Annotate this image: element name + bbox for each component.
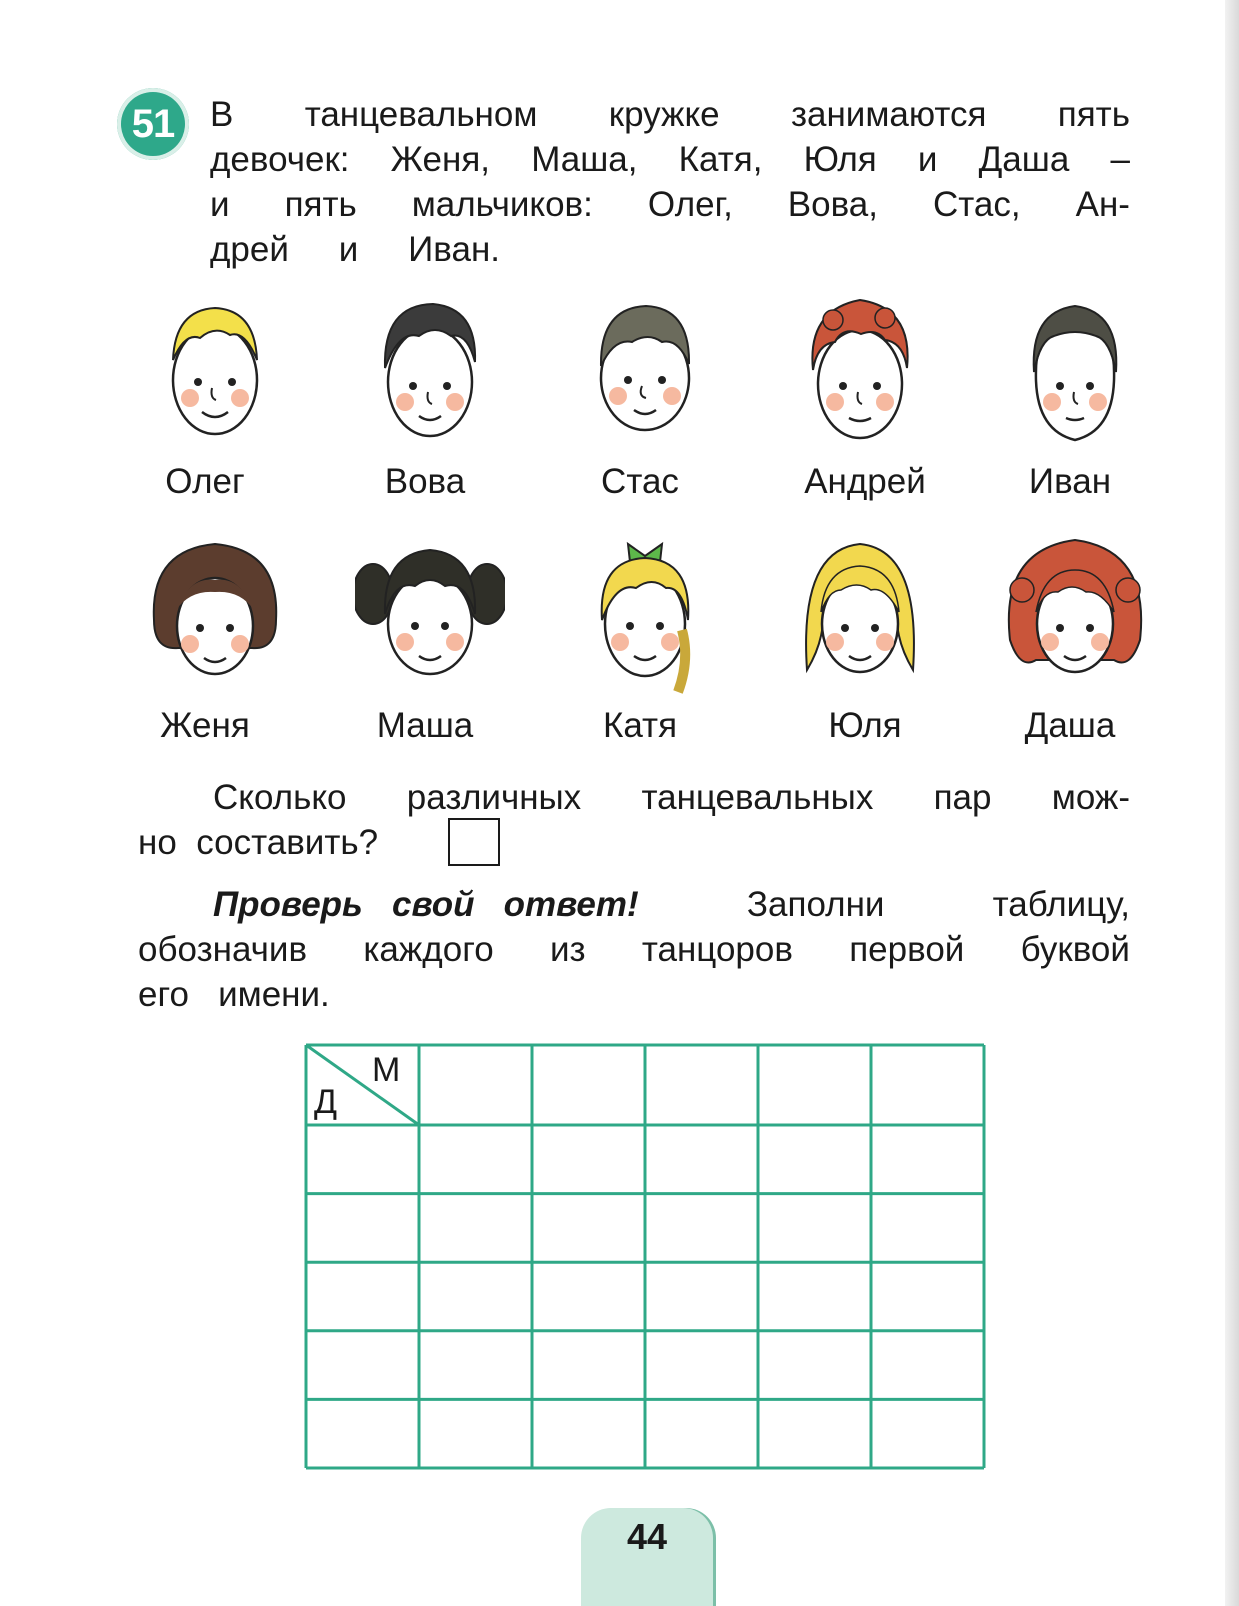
check-line-2: [138, 927, 1130, 973]
word: обозначив: [138, 930, 308, 969]
boy-portrait-icon: [1000, 290, 1150, 460]
boy-face-andrei: [785, 290, 935, 460]
girl-name: Даша: [1024, 706, 1116, 745]
word: пар: [933, 778, 992, 817]
question-line-2: [138, 820, 378, 866]
boys-faces-row: [140, 290, 1150, 460]
girl-portrait-icon: [1000, 530, 1150, 700]
girl-face-masha: [355, 530, 505, 700]
girl-face-yulya: [785, 530, 935, 700]
intro-line-1: [210, 92, 1130, 138]
word: танцевальных: [641, 778, 874, 817]
girls-faces-row: [140, 530, 1150, 700]
word: различных: [406, 778, 582, 817]
word: занимаются: [790, 95, 987, 134]
pairs-table-grid: [304, 1043, 986, 1470]
pairs-table: [304, 1043, 986, 1470]
boy-name: Стас: [601, 462, 679, 501]
task-number-badge: [117, 88, 189, 160]
boy-face-ivan: [1000, 290, 1150, 460]
boy-face-oleg: [140, 290, 290, 460]
word: Стас,: [933, 185, 1021, 224]
word: Ан-: [1075, 185, 1130, 224]
girl-name: Юля: [828, 706, 902, 745]
boy-name: Олег: [165, 462, 245, 501]
word: мож-: [1051, 778, 1130, 817]
page-edge: [1225, 0, 1239, 1606]
girl-portrait-icon: [570, 530, 720, 700]
boy-name: Вова: [384, 462, 466, 501]
check-line-3: [138, 972, 330, 1018]
word: танцевальном: [304, 95, 538, 134]
word: Олег,: [647, 185, 733, 224]
word: первой: [849, 930, 965, 969]
check-line-1: [213, 882, 1130, 928]
boy-name: Андрей: [804, 462, 926, 501]
word: кружке: [608, 95, 720, 134]
word: Юля: [803, 140, 877, 179]
word: Катя,: [678, 140, 763, 179]
question-line-1: [213, 775, 1130, 821]
word: и: [917, 140, 938, 179]
word: пять: [284, 185, 357, 224]
boy-portrait-icon: [355, 290, 505, 460]
intro-line-4: [210, 227, 500, 273]
boy-portrait-icon: [570, 290, 720, 460]
word: из: [549, 930, 586, 969]
page-number-tab: [581, 1508, 713, 1606]
girl-name: Маша: [376, 706, 474, 745]
word: Заполни: [746, 885, 885, 924]
table-header-boys: М: [372, 1051, 401, 1089]
check-heading: Проверь свой ответ!: [213, 885, 639, 924]
word: девочек:: [210, 140, 350, 179]
boy-face-vova: [355, 290, 505, 460]
word: –: [1110, 140, 1130, 179]
girl-portrait-icon: [140, 530, 290, 700]
word: В: [210, 95, 234, 134]
word: Женя,: [390, 140, 491, 179]
intro-line-2: [210, 137, 1130, 183]
boy-portrait-icon: [140, 290, 290, 460]
question-text: но составить?: [138, 823, 379, 862]
girl-name: Женя: [160, 706, 250, 745]
word: Маша,: [531, 140, 638, 179]
word: буквой: [1020, 930, 1130, 969]
table-header-girls: Д: [314, 1083, 338, 1121]
girl-face-katya: [570, 530, 720, 700]
page-number: 44: [626, 1516, 668, 1557]
word: мальчиков:: [411, 185, 593, 224]
girl-name: Катя: [602, 706, 678, 745]
girl-face-dasha: [1000, 530, 1150, 700]
word: и: [210, 185, 230, 224]
word: Вова,: [787, 185, 878, 224]
task-number: 51: [131, 101, 175, 146]
intro-line-3: [210, 182, 1130, 228]
word: и: [338, 230, 359, 269]
word: пять: [1057, 95, 1130, 134]
check-text: его имени.: [138, 975, 330, 1014]
girl-portrait-icon: [355, 530, 505, 700]
boy-face-stas: [570, 290, 720, 460]
boy-portrait-icon: [785, 290, 935, 460]
boy-name: Иван: [1028, 462, 1112, 501]
word: каждого: [363, 930, 494, 969]
word: дрей: [210, 230, 289, 269]
word: таблицу,: [992, 885, 1130, 924]
word: Сколько: [213, 778, 347, 817]
word: Даша: [978, 140, 1070, 179]
girl-face-zhenya: [140, 530, 290, 700]
girl-portrait-icon: [785, 530, 935, 700]
word: Иван.: [408, 230, 500, 269]
answer-box[interactable]: [448, 818, 500, 866]
word: танцоров: [641, 930, 793, 969]
